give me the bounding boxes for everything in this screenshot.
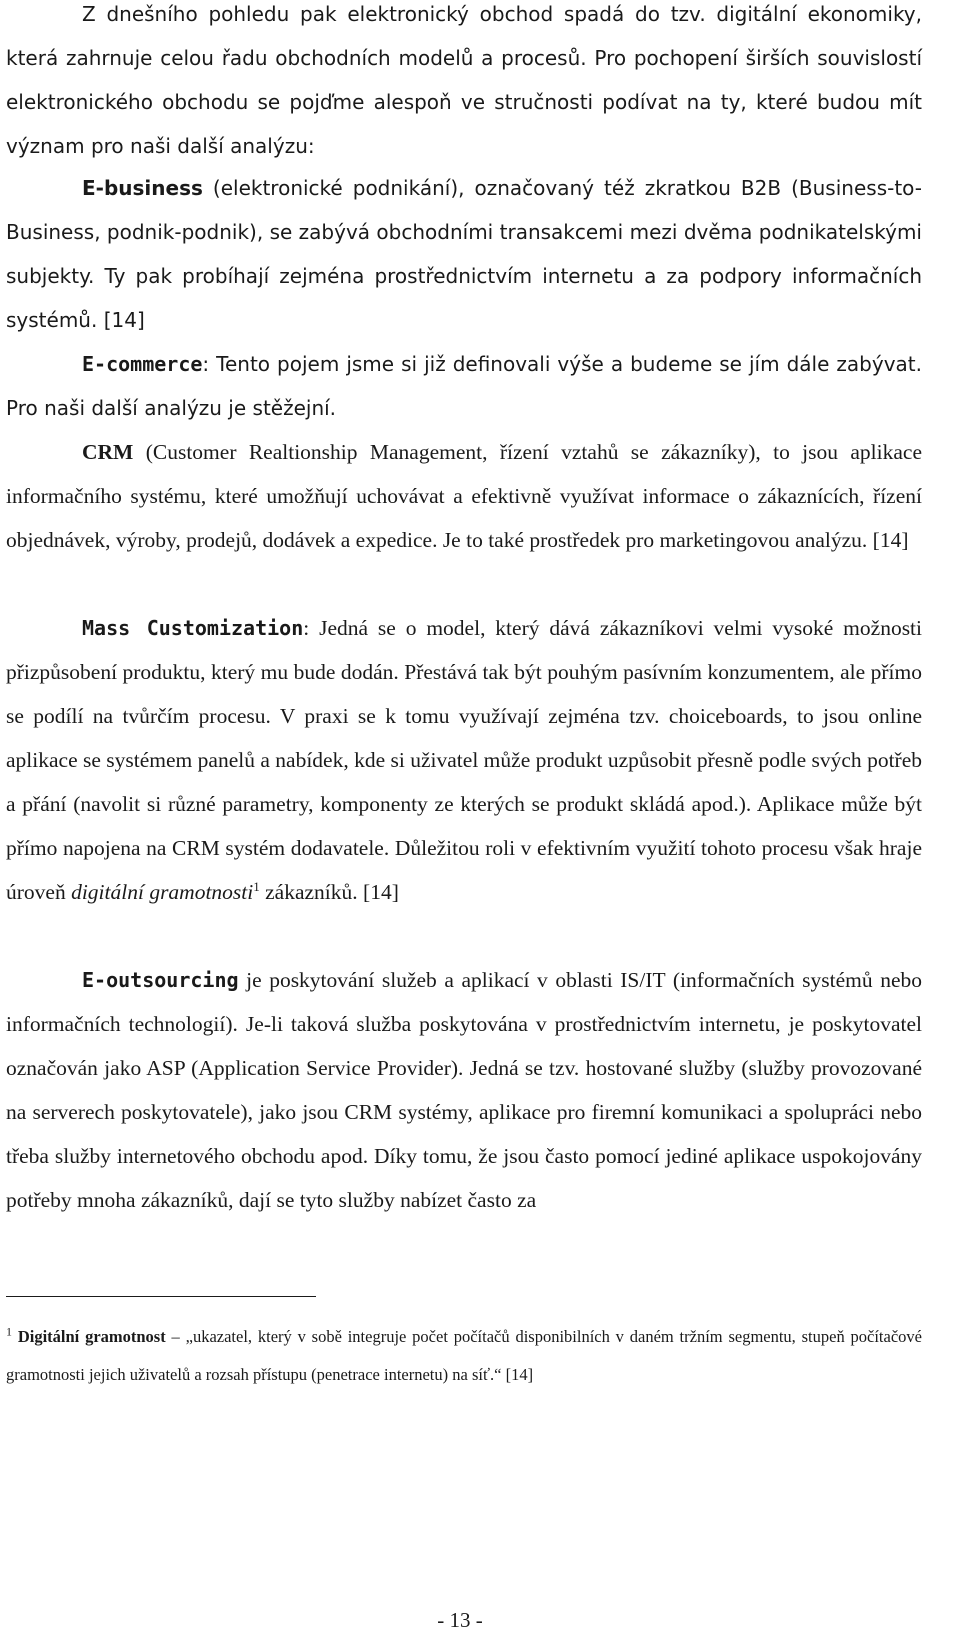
footnote [6,1318,922,1394]
crm-paragraph [6,430,922,562]
ebusiness-text: (elektronické podnikání), označovaný též zkratkou B2B (Business-to-Business, podnik-podnik), se zabývá obchodními transakcemi mezi dvěma podnikatelskými subjekty. Ty pak probíhají zejména prostřednictvím internetu a za podpory informačních systémů. [14] [6,176,922,332]
ecommerce-term: E-commerce [82,352,203,376]
digital-literacy-emphasis: digitální gramotnosti [71,880,254,904]
page-number: - 13 - [437,1608,483,1632]
eoutsourcing-text: je poskytování služeb a aplikací v oblasti IS/IT (informačních systémů nebo informačních technologií). Je-li taková služba poskytována v prostřednictvím internetu, je poskytovatel označován jako ASP (Application Service Provider). Jedná se tzv. hostované služby (služby provozované na serverech poskytovatele), jako jsou CRM systémy, aplikace pro firemní komunikaci a spolupráci nebo třeba služby internetového obchodu apod. Díky tomu, že jsou často pomocí jediné aplikace uspokojovány potřeby mnoha zákazníků, dají se tyto služby nabízet často za [6,968,922,1212]
footnote-text: – „ukazatel, který v sobě integruje počet počítačů disponibilních v daném tržním segmentu, stupeň počítačové gramotnosti jejich uživatelů a rozsah přístupu (penetrace internetu) na síť.“ [14] [6,1327,922,1384]
mass-customization-text-before: : Jedná se o model, který dává zákazníkovi velmi vysoké možnosti přizpůsobení produktu, který mu bude dodán. Přestává tak být pouhým pasívním konzumentem, ale přímo se podílí na tvůrčím procesu. V praxi se k tomu využívají zejména tzv. choiceboards, to jsou online aplikace se systémem panelů a nabídek, kde si uživatel může produkt uzpůsobit přesně podle svých potřeb a přání (navolit si různé parametry, komponenty ze kterých se produkt skládá apod.). Aplikace může být přímo napojena na CRM systém dodavatele. Důležitou roli v efektivním využití tohoto procesu však hraje úroveň [6,616,923,904]
mass-customization-term: Mass Customization [82,616,304,640]
footnote-reference[interactable]: 1 [253,878,260,894]
footnote-divider [6,1296,316,1297]
ebusiness-paragraph [6,166,922,342]
ecommerce-text: : Tento pojem jsme si již definovali výše a budeme se jím dále zabývat. Pro naši další analýzu je stěžejní. [6,352,922,420]
crm-term: CRM [82,440,134,464]
intro-text: Z dnešního pohledu pak elektronický obchod spadá do tzv. digitální ekonomiky, která zahrnuje celou řadu obchodních modelů a procesů. Pro pochopení širších souvislostí elektronického obchodu se pojďme alespoň ve stručnosti podívat na ty, které budou mít význam pro naši další analýzu: [6,2,922,158]
ebusiness-term: E-business [82,176,203,200]
footnote-mark: 1 [6,1324,12,1339]
ecommerce-paragraph [6,342,922,430]
eoutsourcing-term: E-outsourcing [82,968,239,992]
mass-customization-paragraph [6,606,922,914]
mass-customization-text-after: zákazníků. [14] [259,880,399,904]
footnote-term: Digitální gramotnost [17,1327,166,1346]
eoutsourcing-paragraph [6,958,922,1222]
crm-text: (Customer Realtionship Management, řízení vztahů se zákazníky), to jsou aplikace informačního systému, které umožňují uchovávat a efektivně využívat informace o zákaznících, řízení objednávek, výroby, prodejů, dodávek a expedice. Je to také prostředek pro marketingovou analýzu. [14] [6,440,922,552]
intro-paragraph [6,0,922,168]
